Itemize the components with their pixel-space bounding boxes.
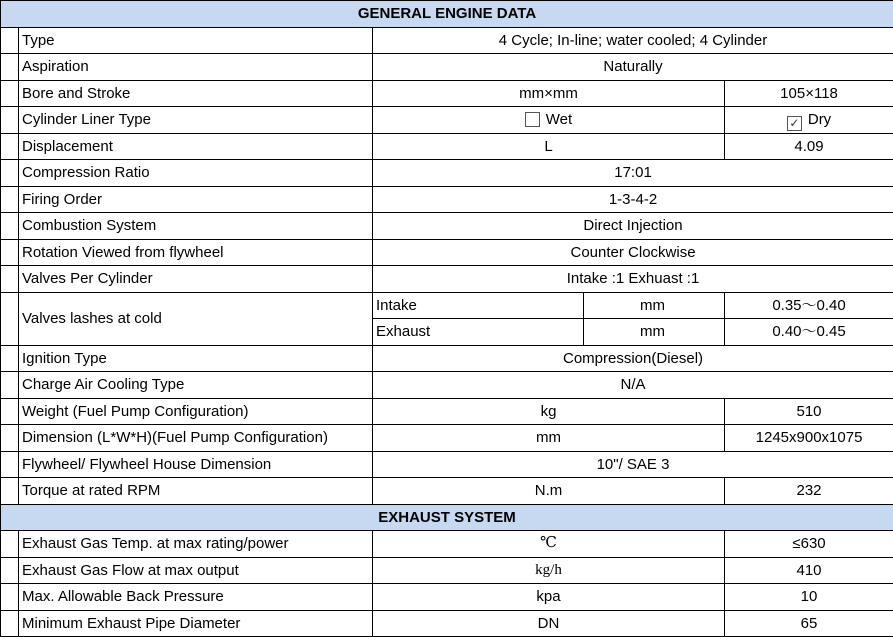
lash-exhaust-unit: mm [584, 319, 725, 346]
table-row [1, 531, 893, 558]
row-label-charge-air: Charge Air Cooling Type [19, 372, 373, 399]
row-label-displacement: Displacement [19, 133, 373, 160]
lash-cell [19, 292, 373, 345]
row-label-dimension: Dimension (L*W*H)(Fuel Pump Configuration) [19, 425, 373, 452]
row-value-dimension: 1245x900x1075 [725, 425, 893, 452]
table-row [1, 372, 893, 399]
row-unit-torque: N.m [373, 478, 725, 505]
section-row-exhaust [1, 504, 893, 531]
row-label-bore-stroke: Bore and Stroke [19, 80, 373, 107]
lash-exhaust-label: Exhaust [373, 319, 584, 346]
row-value-rotation: Counter Clockwise [373, 239, 893, 266]
row-label-ignition: Ignition Type [19, 345, 373, 372]
row-label-exhaust-flow: Exhaust Gas Flow at max output [19, 557, 373, 584]
table-row [1, 610, 893, 637]
table-row [1, 107, 893, 134]
table-row [1, 478, 893, 505]
row-label-type: Type [19, 27, 373, 54]
row-gutter [1, 266, 19, 293]
table-row [1, 451, 893, 478]
row-gutter [1, 610, 19, 637]
lash-exhaust-value: 0.40～0.45 [725, 319, 893, 346]
wet-label: Wet [546, 111, 572, 128]
row-unit-exhaust-temp: ℃ [373, 531, 725, 558]
section-title-exhaust: EXHAUST SYSTEM [1, 504, 893, 531]
row-label-liner: Cylinder Liner Type [19, 107, 373, 134]
row-value-aspiration: Naturally [373, 54, 893, 81]
row-value-type: 4 Cycle; In-line; water cooled; 4 Cylinder [373, 27, 893, 54]
wet-checkbox[interactable] [525, 112, 540, 127]
table-row [1, 27, 893, 54]
row-unit-pipe-diameter: DN [373, 610, 725, 637]
lash-intake-value: 0.35～0.40 [725, 292, 893, 319]
row-gutter [1, 160, 19, 187]
liner-option-dry[interactable] [725, 107, 893, 134]
row-unit-bore-stroke: mm×mm [373, 80, 725, 107]
row-gutter [1, 213, 19, 240]
row-label-lash: Valves lashes at cold [19, 293, 370, 345]
row-gutter [1, 133, 19, 160]
row-gutter [1, 80, 19, 107]
table-row [1, 213, 893, 240]
row-value-firing: 1-3-4-2 [373, 186, 893, 213]
row-value-torque: 232 [725, 478, 893, 505]
row-unit-weight: kg [373, 398, 725, 425]
table-row [1, 239, 893, 266]
lash-intake-label: Intake [373, 292, 584, 319]
row-label-weight: Weight (Fuel Pump Configuration) [19, 398, 373, 425]
section-title-general: GENERAL ENGINE DATA [1, 1, 893, 28]
row-label-compression: Compression Ratio [19, 160, 373, 187]
row-gutter [1, 292, 19, 345]
row-value-back-pressure: 10 [725, 584, 893, 611]
row-gutter [1, 186, 19, 213]
table-row [1, 133, 893, 160]
row-label-firing: Firing Order [19, 186, 373, 213]
table-row [1, 345, 893, 372]
row-label-pipe-diameter: Minimum Exhaust Pipe Diameter [19, 610, 373, 637]
table-row [1, 584, 893, 611]
row-unit-back-pressure: kpa [373, 584, 725, 611]
row-label-back-pressure: Max. Allowable Back Pressure [19, 584, 373, 611]
row-gutter [1, 345, 19, 372]
table-row [1, 398, 893, 425]
row-value-flywheel: 10"/ SAE 3 [373, 451, 893, 478]
section-row-general [1, 1, 893, 28]
row-gutter [1, 372, 19, 399]
row-unit-dimension: mm [373, 425, 725, 452]
row-value-exhaust-temp: ≤630 [725, 531, 893, 558]
row-gutter [1, 451, 19, 478]
row-value-valves-per-cylinder: Intake :1 Exhuast :1 [373, 266, 893, 293]
row-gutter [1, 478, 19, 505]
table-row [1, 186, 893, 213]
row-label-flywheel: Flywheel/ Flywheel House Dimension [19, 451, 373, 478]
row-value-ignition: Compression(Diesel) [373, 345, 893, 372]
row-gutter [1, 107, 19, 134]
table-row [1, 54, 893, 81]
row-label-valves-per-cylinder: Valves Per Cylinder [19, 266, 373, 293]
lash-intake-unit: mm [584, 292, 725, 319]
row-value-bore-stroke: 105×118 [725, 80, 893, 107]
row-unit-displacement: L [373, 133, 725, 160]
row-label-torque: Torque at rated RPM [19, 478, 373, 505]
row-value-charge-air: N/A [373, 372, 893, 399]
row-label-rotation: Rotation Viewed from flywheel [19, 239, 373, 266]
row-gutter [1, 531, 19, 558]
row-label-combustion: Combustion System [19, 213, 373, 240]
table-row [1, 425, 893, 452]
row-label-aspiration: Aspiration [19, 54, 373, 81]
row-gutter [1, 239, 19, 266]
table-row [1, 292, 893, 319]
dry-label: Dry [808, 111, 831, 128]
table-row [1, 266, 893, 293]
dry-checkbox[interactable]: ✓ [787, 116, 802, 131]
row-gutter [1, 27, 19, 54]
row-value-pipe-diameter: 65 [725, 610, 893, 637]
row-value-exhaust-flow: 410 [725, 557, 893, 584]
table-row [1, 80, 893, 107]
row-value-compression: 17:01 [373, 160, 893, 187]
row-value-displacement: 4.09 [725, 133, 893, 160]
table-row [1, 160, 893, 187]
row-label-exhaust-temp: Exhaust Gas Temp. at max rating/power [19, 531, 373, 558]
row-gutter [1, 398, 19, 425]
table-row [1, 557, 893, 584]
row-gutter [1, 584, 19, 611]
row-unit-exhaust-flow: kg/h [373, 557, 725, 584]
row-gutter [1, 557, 19, 584]
liner-option-wet[interactable] [373, 107, 725, 134]
row-value-weight: 510 [725, 398, 893, 425]
row-gutter [1, 425, 19, 452]
row-gutter [1, 54, 19, 81]
row-value-combustion: Direct Injection [373, 213, 893, 240]
